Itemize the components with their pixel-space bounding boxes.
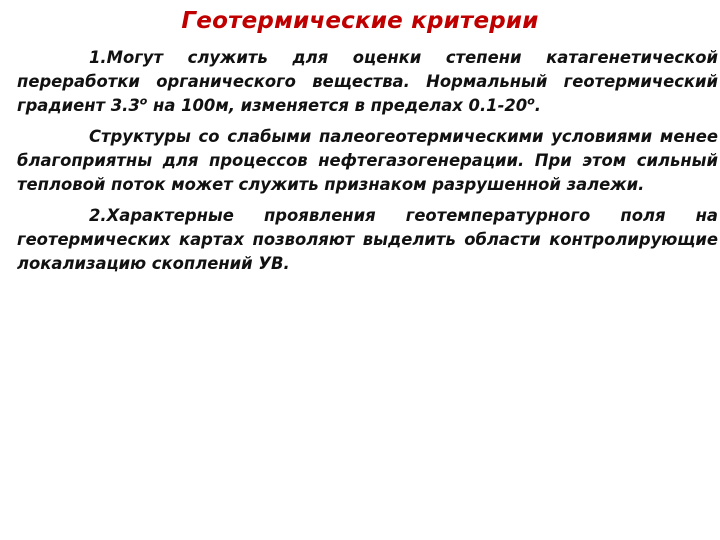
paragraph-1 [17,46,718,118]
paragraph-1-text-middle: на 100м, изменяется в пределах 0.1-20 [147,96,528,115]
paragraph-3: 2.Характерные проявления геотемпературного поля на геотермических картах позволяют выделить области контролирующие локализацию скоплений УВ. [17,206,718,273]
slide-body [17,46,718,282]
paragraph-1-text-start: 1.Могут служить для оценки степени катагенетической переработки органического вещества. Нормальный геотермический градиент 3.3 [17,48,718,115]
degree-sign-2: о [527,94,535,108]
paragraph-2: Структуры со слабыми палеогеотермическими условиями менее благоприятны для процессов нефтегазогенерации. При этом сильный тепловой поток может служить признаком разрушенной залежи. [17,127,718,194]
slide-title: Геотермические критерии [181,8,539,34]
paragraph-1-text-end: . [534,96,541,115]
degree-sign-1: о [139,94,148,108]
